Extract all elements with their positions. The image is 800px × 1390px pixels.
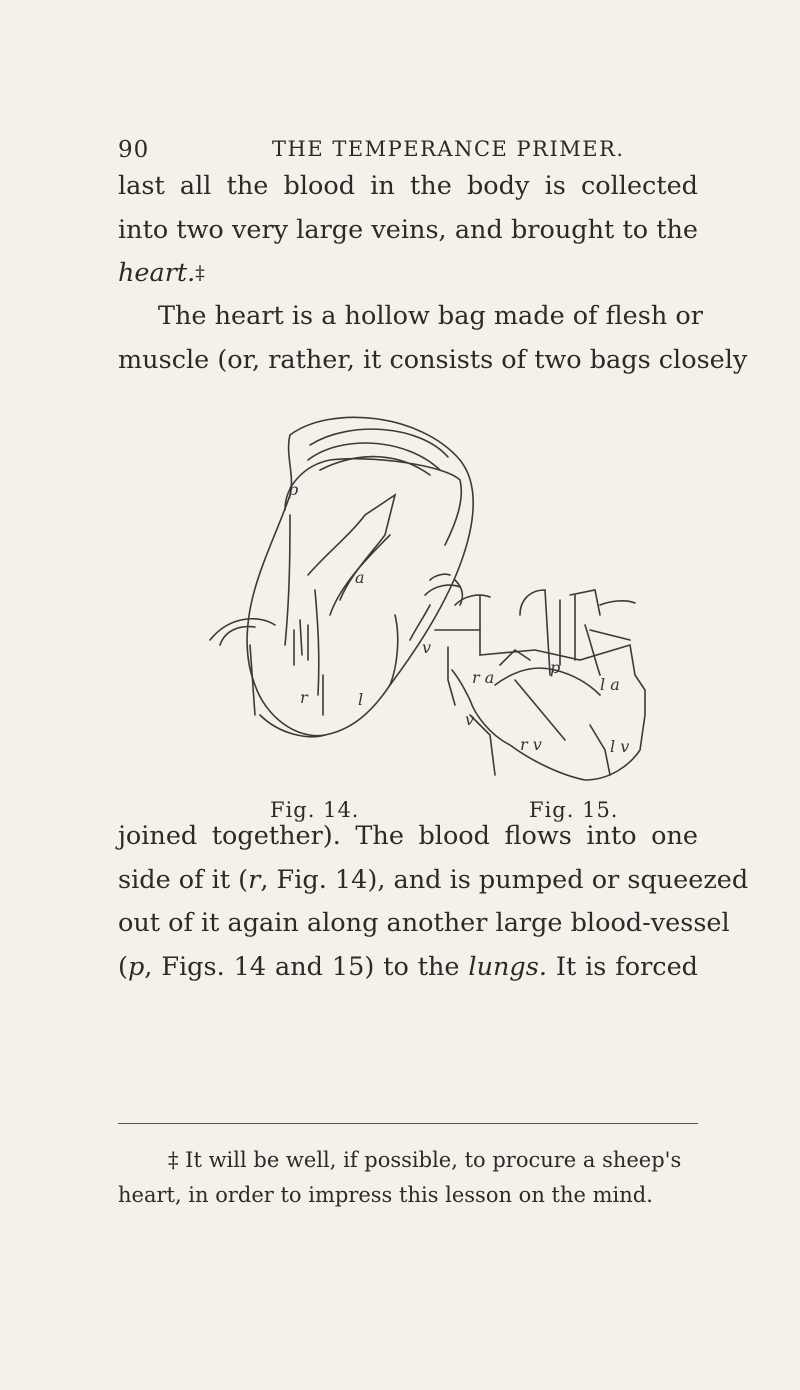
italic-word: heart. — [118, 258, 196, 288]
page-number: 90 — [118, 137, 150, 163]
text-span: , Fig. 14), and is pumped or squeezed — [260, 864, 749, 895]
label-v15: v — [465, 710, 475, 729]
text-line: last all the blood in the body is collected — [118, 171, 698, 201]
paragraph-2 — [118, 295, 748, 382]
label-lv: l v — [610, 737, 630, 756]
caption-fig-15: Fig. 15. — [529, 798, 619, 822]
label-p: p — [288, 480, 299, 499]
label-la: l a — [600, 675, 620, 694]
heart-illustration — [190, 415, 710, 785]
text-span: It is forced — [546, 951, 698, 982]
footnote-marker: ‡ — [195, 262, 205, 284]
text-line — [118, 946, 698, 990]
text-line — [118, 252, 698, 296]
text-line: out of it again along another large blood-vessel — [118, 908, 730, 938]
text-span: ( — [118, 951, 128, 982]
running-title: THE TEMPERANCE PRIMER. — [272, 137, 625, 161]
italic-letter: p — [127, 951, 145, 982]
footnote-line: ‡ It will be well, if possible, to procure a sheep's — [168, 1148, 682, 1172]
footnote — [118, 1143, 698, 1213]
text-line — [118, 859, 749, 903]
footnote-rule — [118, 1123, 698, 1124]
label-l: l — [358, 690, 364, 709]
text-line: The heart is a hollow bag made of flesh or — [158, 301, 703, 331]
label-ra: r a — [472, 668, 495, 687]
text-line: joined together). The blood flows into one — [118, 821, 698, 851]
text-line: into two very large veins, and brought to the — [118, 214, 698, 245]
text-span: side of it ( — [118, 864, 249, 895]
text-span: , Figs. 14 and 15) to the — [144, 951, 469, 982]
label-a: a — [355, 568, 365, 587]
footnote-line: heart, in order to impress this lesson on the mind. — [118, 1183, 653, 1207]
paragraph-3 — [118, 815, 749, 989]
paragraph-1 — [118, 165, 698, 296]
label-v: v — [422, 638, 432, 657]
caption-fig-14: Fig. 14. — [270, 798, 360, 822]
fig-14-drawing — [210, 417, 473, 737]
italic-word: lungs. — [468, 951, 547, 982]
text-line: muscle (or, rather, it consists of two bags closely — [118, 344, 748, 375]
label-r: r — [300, 688, 308, 707]
italic-letter: r — [248, 864, 261, 895]
label-p15: p — [550, 658, 561, 677]
label-rv: r v — [520, 735, 542, 754]
